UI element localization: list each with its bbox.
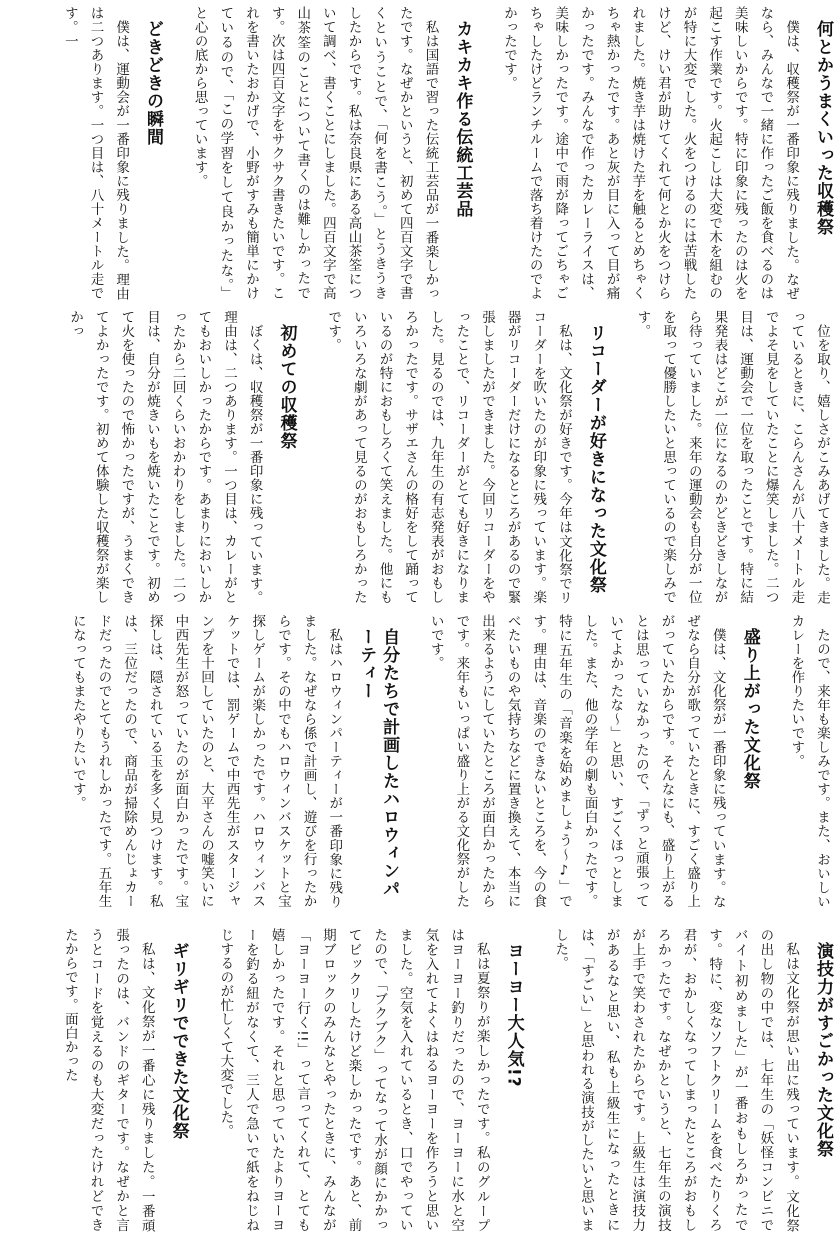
- article-harvest-festival-1: [495, 6, 834, 300]
- article-harvest-continued: [783, 614, 834, 908]
- article-body: [495, 6, 803, 300]
- article-title: 何とかうまくいった収穫祭: [813, 20, 833, 236]
- article-body: [61, 310, 266, 604]
- article-acting-culture-festival: [547, 928, 834, 1232]
- article-title: どきどきの瞬間: [143, 20, 164, 146]
- article-paragraph: 僕は、文化祭が一番印象に残っています。なぜなら自分が歌っていたときに、すごく盛り上がっていたからです。そんなにも、盛り上がるとは思っていなかったので、「ずっと頑張っていてよかったな〜」と思い、すごくほっとしました。また、他の学年の劇も面白かったです。特に五年生の「音楽を始めましょう〜♪」です。理由は、音楽のできないところを、今の食べたいものや気持ちなどに置き換えて、本当に出来るようにしていたところが面白かったからです。来年もいっぱい盛り上がる文化祭がしたいです。: [427, 614, 726, 908]
- article-title: 自分たちで計画したハロウィンパーティー: [356, 628, 400, 898]
- article-body: [212, 928, 494, 1232]
- article-yoyo-popular: [212, 928, 525, 1232]
- article-body: [320, 310, 576, 604]
- article-first-harvest-festival: [61, 310, 297, 604]
- article-paragraph: 僕は、収穫祭が一番印象に残りました。なぜなら、みんなで一緒に作ったご飯を食べるのは美味しいからです。特に印象に残ったのは火を起こす作業です。火起こしは大変で木を組むのが特に大変でした。火をつけるのには苦戦したけど、けい君が助けてくれて何とか火をつけられました。焼き芋は焼けた芋を触るとめちゃくちゃ熱かったです。あと灰が目に入って目が痛かったです。みんなで作ったカレーライスは、美味しかったです。途中で雨が降ってごちゃごちゃしたけどランチルームで落ち着けたのでよかったです。: [501, 6, 800, 300]
- article-title: ギリギリでできた文化祭: [168, 942, 189, 1140]
- article-sports-day-moment: [56, 6, 164, 300]
- article-paragraph: たので、来年も楽しみです。また、おいしいカレーを作りたいです。: [788, 614, 830, 908]
- article-paragraph: 僕は、運動会が一番印象に残りました。理由は二つあります。一つ目は、八十メートル走です。一: [61, 6, 130, 300]
- article-paragraph: 位を取り、嬉しさがこみあげてきました。走っているときに、こらんさんが八十メートル走でよそ見をしていたことに爆笑しました。二つ目は、運動会で一位を取ったことです。特に結果発表はどこが一位になるのかどきどきしながら待っていました。来年の運動会も自分が一位を取って優勝したいと思っているので楽しみです。: [634, 310, 830, 604]
- article-body: [56, 928, 159, 1232]
- article-last-minute-culture-festival: [56, 928, 190, 1232]
- article-title: 演技力がすごかった文化祭: [813, 942, 833, 1158]
- text-band-fourth: [8, 928, 834, 1232]
- article-title: リコーダーが好きになった文化祭: [585, 324, 606, 594]
- article-sports-day-continued: [629, 310, 834, 604]
- article-title: 盛り上がった文化祭: [739, 628, 760, 790]
- article-paragraph: 私は国語で習った伝統工芸品が一番楽しかったです。なぜかというと、初めて四百文字で書くということで、「何を書こう。」とうきうきしたからです。私は奈良県にある高山茶筌について調べ、書くことにしました。四百文字で高山茶筌のことについて書くのは難しかったです。次は四百文字をサクサク書きたいです。これを書いたおかげで、小野がすみも簡単にかけているので、「この学習をして良かったな。」と心の底から思っています。: [191, 6, 439, 300]
- article-paragraph: 私は夏祭りが楽しかったです。私のグループはヨーヨー釣りだったので、ヨーヨーに水と空気を入れてよくはねるヨーヨーを作ろうと思いました。空気を入れているとき、口でやっていたので、「ブクブク」ってなって水が顔にかかってビックリしたけど楽しかったです。あと、前期ブロックのみんなとやったときに、みんなが「ヨーヨー行く!!」って言ってくれて、とても嬉しかったです。それと思っていたよりヨーヨーを釣る紐がなくて、三人で急いで紙をねじねじするのが忙しくて大変でした。: [217, 928, 490, 1232]
- article-body: [422, 614, 730, 908]
- article-body: [629, 310, 834, 604]
- article-title: ヨーヨー大人気!?: [503, 942, 524, 1088]
- article-planned-halloween-party: [64, 614, 400, 908]
- article-paragraph: 私は文化祭が思い出に残っています。文化祭の出し物の中では、七年生の「妖怪コンビニでバイト初めました」が一番おもしろかったです。特に、変なソフトクリームを食べたりくろ君が、おかしくなってしまったところがおもしろかったです。なぜかというと、七年生の演技が上手で笑わされたからです。上級生は演技力があるなと思い、私も上級生になったときには、「すごい」と思われる演技がしたいと思いました。: [552, 928, 800, 1232]
- article-body: [547, 928, 803, 1232]
- article-traditional-crafts: [186, 6, 473, 300]
- text-band-third: [8, 614, 834, 908]
- article-recorder-culture-festival: [320, 310, 607, 604]
- article-paragraph: 私は、文化祭が好きです。今年は文化祭でリコーダーを吹いたのが印象に残っています。楽器がリコーダーだけになるところがあるので緊張しましたができました。今回リコーダーをやったことで、リコーダーがとても好きになりました。見るのでは、九年生の有志発表がおもしろかったです。サザエさんの格好をして踊っているのが特におもしろくて笑えました。他にもいろいろな劇があって見るのがおもしろかったです。: [325, 310, 572, 604]
- article-title: カキカキ作る伝統工芸品: [452, 20, 473, 218]
- article-body: [186, 6, 442, 300]
- article-exciting-culture-festival: [422, 614, 761, 908]
- article-body: [56, 6, 133, 300]
- text-band-second: [8, 310, 834, 604]
- article-body: [783, 614, 834, 908]
- article-body: [64, 614, 346, 908]
- article-paragraph: ぼくは、収穫祭が一番印象に残っています。理由は、二つあります。一つ目は、カレーがとてもおいしかったからです。あまりにおいしかったから二回くらいおかわりをしました。二つ目は、自分が焼きいもを焼いたことです。初めて火を使ったので怖かったですが、うまくできてよかったです。初めて体験した収穫祭が楽しかっ: [67, 310, 263, 604]
- text-band-top: [8, 6, 834, 300]
- article-paragraph: 私はハロウィンパーティーが一番印象に残りました。なぜなら係で計画し、遊びを行ったからです。その中でもハロウィンバスケットと宝探しゲームが楽しかったです。ハロウィンバスケットでは、罰ゲームで中西先生がスタージャンプを十回していたのと、大平さんの嘘笑いに中西先生が怒っていたのが面白かったです。宝探しは、隠されている玉を多く見つけます。私は、三位だったので、商品が掃除めんじょカードだったのでとてもうれしかったです。五年生になってもまたやりたいです。: [69, 614, 343, 908]
- article-paragraph: 私は、文化祭が一番心に残りました。一番頑張ったのは、バンドのギターです。なぜかと言うとコードを覚えるのも大変だったけれどできたからです。面白かった: [61, 928, 155, 1232]
- article-title: 初めての収穫祭: [276, 324, 297, 450]
